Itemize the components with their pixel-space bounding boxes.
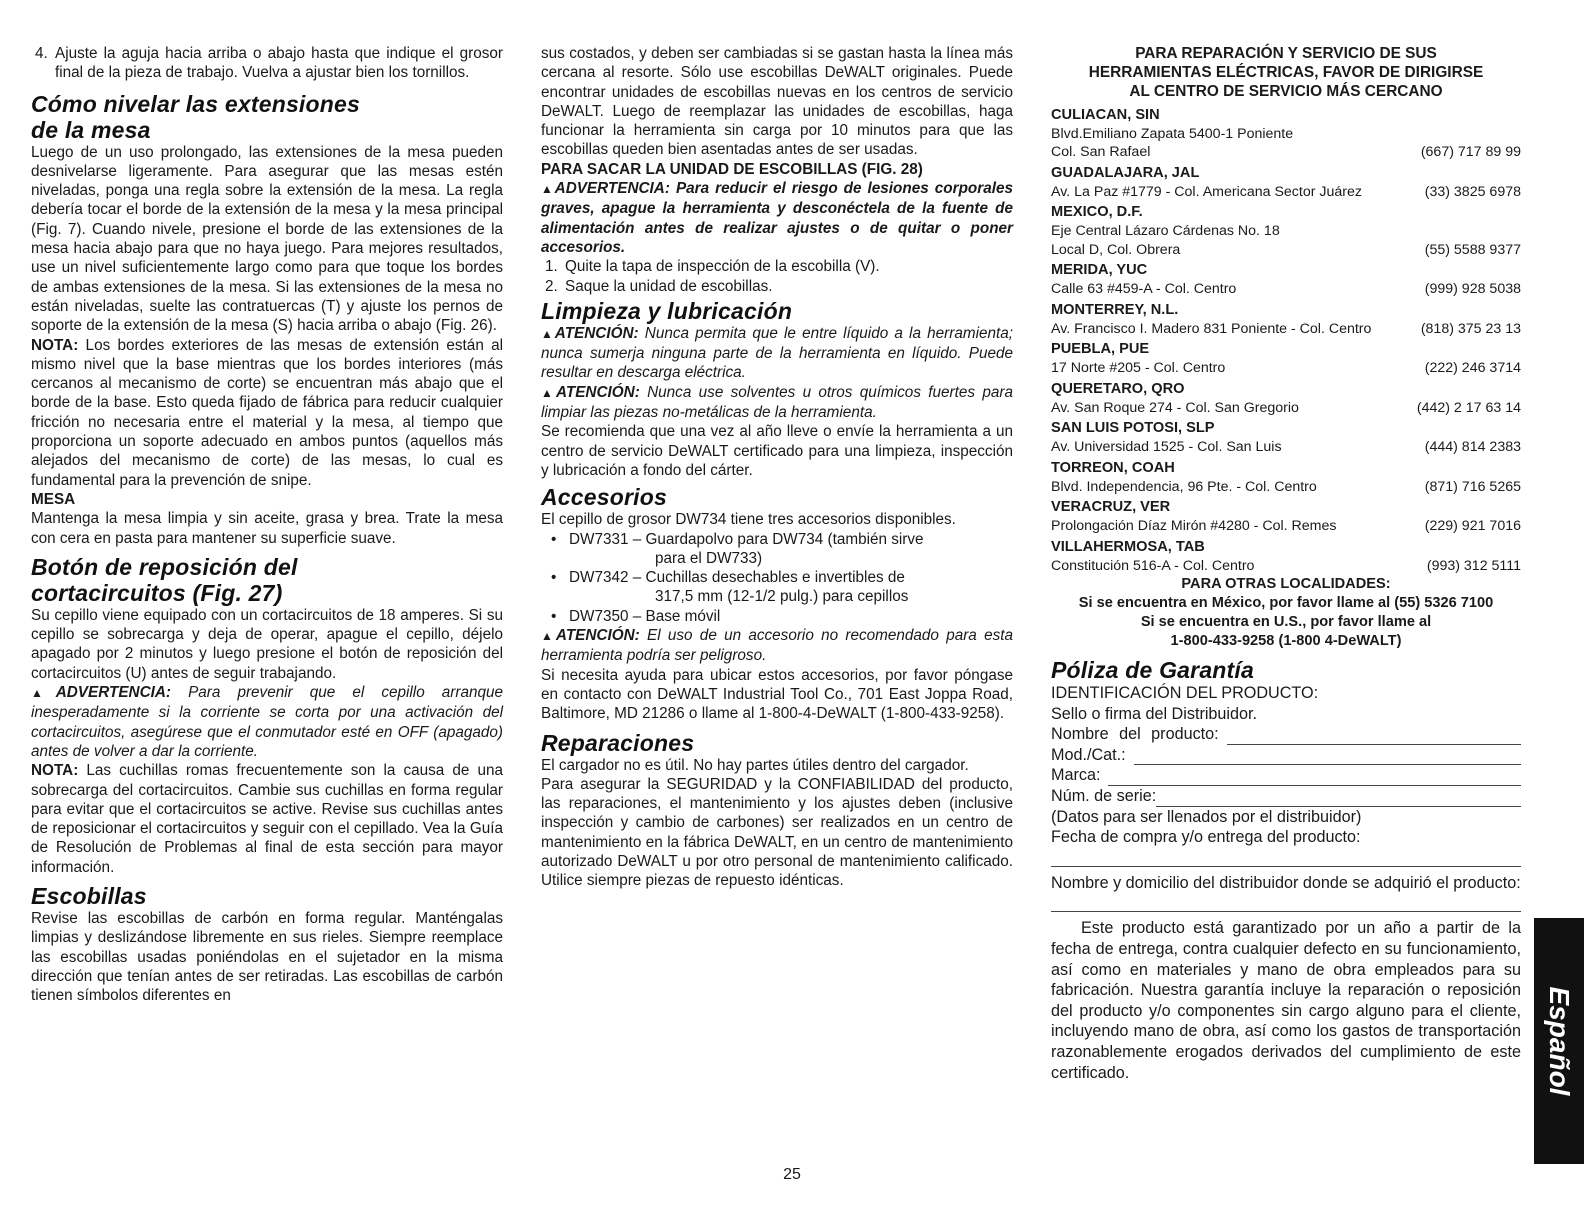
service-center-address: Blvd.Emiliano Zapata 5400-1 Poniente [1051,125,1294,142]
identificacion: IDENTIFICACIÓN DEL PRODUCTO: [1051,684,1319,703]
service-center-city: PUEBLA, PUE [1051,341,1150,358]
paragraph-boton: Su cepillo viene equipado con un cortacircuitos de 18 amperes. Si su cepillo se sobrecarga y deja de operar, apague el cepillo, déjelo apagado por 2 minutos y luego presione el botón de reposición del cortacircuitos (U) antes de seguir trabajando. [31,606,503,682]
service-center-phone: (999) 928 5038 [1424,281,1521,298]
field-marca: Marca: [1051,765,1521,786]
service-center [1051,538,1521,576]
service-center-address: 17 Norte #205 - Col. Centro (222) 246 3714 [1051,360,1521,377]
service-center-city: QUERETARO, QRO [1051,380,1185,397]
datos-note: (Datos para ser llenados por el distribuidor) [1051,807,1362,826]
heading-reparaciones: Reparaciones [541,729,695,756]
service-center-phone: (442) 2 17 63 14 [1416,399,1521,416]
service-center [1051,380,1521,418]
column-left [31,44,503,1005]
service-center [1051,261,1521,299]
service-center-city: MERIDA, YUC [1051,262,1148,279]
nota-1: NOTA: Los bordes exteriores de las mesas de extensión están al mismo nivel que la base mientras que los bordes interiores (más cercanos al mecanismo de corte) se encuentran más abajo que el borde de la base. Esto queda fijado de fábrica para reducir cualquier fricción no necesaria entre el material y la mesa, al tiempo que proporciona un soporte adecuado en ambos puntos (aquellos más alejados del mecanismo de corte) de las mesas, lo cual es fundamental para la prevención de snipe. [31,336,503,489]
service-center-phone: (222) 246 3714 [1424,360,1521,377]
paragraph-escobillas: Revise las escobillas de carbón en forma regular. Manténgalas limpias y deslizándose libremente en sus rieles. Siempre reemplace las escobillas usadas poniéndolas en el sujetador en la misma dirección que tenían antes de ser retiradas. Las escobillas de carbón tienen símbolos diferentes en [31,909,503,1005]
fecha-label: Fecha de compra y/o entrega del producto: [1051,828,1361,847]
service-center-phone: (871) 716 5265 [1424,478,1521,495]
service-center-phone: (667) 717 89 99 [1420,144,1521,161]
sello: Sello o firma del Distribuidor. [1051,704,1258,723]
service-center-city: VERACRUZ, VER [1051,499,1171,516]
warning-icon: ▲ [541,385,556,400]
service-center-address: Calle 63 #459-A - Col. Centro (999) 928 5038 [1051,281,1521,298]
column-middle [541,44,1013,891]
step-4: 4. Ajuste la aguja hacia arriba o abajo hasta que indique el grosor final de la pieza de trabajo. Vuelva a ajustar bien los tornillos. [35,45,503,82]
paragraph-escobillas-cont: sus costados, y deben ser cambiadas si se gastan hasta la línea más cercana al resorte. Sólo use escobillas DeWALT originales. Puede encontrar unidades de escobillas nuevas en los centros de servicio DeWALT. Luego de reemplazar las unidades de escobillas, haga funcionar la herramienta sin carga por 10 minutos para que las escobillas queden bien asentadas antes de ser usadas. [541,45,1013,159]
service-centers-list [1051,106,1521,576]
service-center-phone: (444) 814 2383 [1424,439,1521,456]
advertencia-1: ▲ADVERTENCIA: Para prevenir que el cepillo arranque inesperadamente si la corriente se corta por una activación del cortacircuitos, asegúrese que el conmutador esté en OFF (apagado) antes de volver a dar la corriente. [31,684,503,760]
service-center-city: TORREON, COAH [1051,459,1175,476]
garantia-text: Este producto está garantizado por un año a partir de la fecha de entrega, contra cualquier defecto en su funcionamiento, así como en materiales y mano de obra empleados para su fabricación. Nuestra garantía incluye la reparación o reposición del producto y/o componentes sin cargo alguno para el cliente, incluyendo mano de obra, así como los gastos de transportación razonablemente erogados derivados del cumplimiento de este certificado. [1051,919,1521,1082]
warranty-form [1051,683,1521,1083]
atencion-1: ▲ATENCIÓN: Nunca permita que le entre líquido a la herramienta; nunca sumerja ninguna parte de la herramienta en líquido. Puede resultar en descarga eléctrica. [541,324,1013,382]
paragraph-accesorios: El cepillo de grosor DW734 tiene tres accesorios disponibles. [541,511,956,529]
service-center-address: Av. La Paz #1779 - Col. Americana Sector Juárez (33) 3825 6978 [1051,183,1521,200]
service-center-phone: (55) 5588 9377 [1424,241,1521,258]
service-center-city: GUADALAJARA, JAL [1051,164,1200,181]
service-center-address: Local D, Col. Obrera (55) 5588 9377 [1051,241,1521,258]
list-item: • DW7342 – Cuchillas desechables e invertibles de 317,5 mm (12-1/2 pulg.) para cepillos [551,569,909,606]
service-center [1051,301,1521,339]
service-center-city: MEXICO, D.F. [1051,204,1143,221]
list-item: 1. Quite la tapa de inspección de la escobilla (V). [545,258,880,276]
domicilio-line [1051,897,1521,912]
service-center-city: CULIACAN, SIN [1051,106,1160,123]
paragraph-nivelar: Luego de un uso prolongado, las extensiones de la mesa pueden desnivelarse ligeramente. Para asegurar que las mesas estén niveladas, ponga una regla sobre la extensión de la mesa. La regla debería tocar el borde de la extensión de la mesa y la mesa principal (Fig. 7). Cuando nivele, presione el borde de las extensiones de la mesa hacia abajo para que no haya juego. Para mejores resultados, use un nivel suficientemente largo como para que toque los bordes de ambas extensiones de la mesa. Si las extensiones de la mesa no están niveladas, suelte las contratuercas (T) y ajuste los pernos de soporte de la extensión de la mesa (S) hacia arriba o abajo (Fig. 26). [31,143,503,335]
paragraph-mesa: Mantenga la mesa limpia y sin aceite, grasa y brea. Trate la mesa con cera en pasta para mantener su superficie suave. [31,510,503,547]
heading-limpieza: Limpieza y lubricación [541,297,793,324]
atencion-3: ▲ATENCIÓN: El uso de un accesorio no recomendado para esta herramienta podría ser peligroso. [541,627,1013,665]
service-center-address: Av. Francisco I. Madero 831 Poniente - Col. Centro (818) 375 23 13 [1051,320,1521,337]
service-center-phone: (229) 921 7016 [1424,518,1521,535]
otras-localidades: PARA OTRAS LOCALIDADES: Si se encuentra en México, por favor llame al (55) 5326 7100 Si se encuentra en U.S., por favor llame al 1-800-433-9258 (1-800 4-DeWALT) [1078,576,1494,650]
page-number: 25 [783,1166,801,1183]
service-center [1051,340,1521,378]
service-center-address: Prolongación Díaz Mirón #4280 - Col. Remes (229) 921 7016 [1051,518,1521,535]
step-4-text: Ajuste la aguja hacia arriba o abajo hasta que indique el grosor final de la pieza de trabajo. Vuelva a ajustar bien los tornillos. [55,45,503,82]
heading-poliza: Póliza de Garantía [1051,657,1254,684]
heading-boton: Botón de reposición del cortacircuitos (Fig. 27) [31,553,298,606]
field-mod-cat: Mod./Cat.: [1051,745,1521,766]
service-center-address: Eje Central Lázaro Cárdenas No. 18 [1051,223,1280,240]
warning-icon: ▲ [31,686,56,701]
paragraph-ayuda: Si necesita ayuda para ubicar estos accesorios, por favor póngase en contacto con DeWALT Industrial Tool Co., 701 East Joppa Road, Baltimore, MD 21286 o llame al 1-800-4-DeWALT (1-800-433-9258). [541,666,1013,723]
paragraph-limpieza: Se recomienda que una vez al año lleve o envíe la herramienta a un centro de servicio DeWALT certificado para una limpieza, inspección y lubricación a fondo del cárter. [541,423,1013,479]
service-center [1051,419,1521,457]
paragraph-rep-2: Para asegurar la SEGURIDAD y la CONFIABILIDAD del producto, las reparaciones, el mantenimiento y los ajustes deben (inclusive inspección y cambio de carbones) ser realizados en un centro de mantenimiento en la fábrica DeWALT, en un centro de mantenimiento autorizado DeWALT u por otro personal de mantenimiento calificado. Utilice siempre piezas de repuesto idénticas. [541,775,1013,890]
service-center [1051,164,1521,202]
language-tab: Español [1534,918,1584,1164]
fecha-line [1051,852,1521,867]
list-item: • DW7350 – Base móvil [551,607,721,625]
column-right [1051,44,1521,1083]
heading-nivelar: Cómo nivelar las extensiones de la mesa [31,90,361,143]
service-center-phone: (993) 312 5111 [1426,557,1521,574]
nota-2: NOTA: Las cuchillas romas frecuentemente son la causa de una sobrecarga del cortacircuitos. Cambie sus cuchillas en forma regular para evitar que el cortacircuitos se active. Revise sus cuchillas antes de reposicionar el cortacircuitos y seguir con el cepillado. Vea la Guía de Resolución de Problemas al final de esta sección para mayor información. [31,762,503,876]
advertencia-2: ▲ADVERTENCIA: Para reducir el riesgo de lesiones corporales graves, apague la herramienta y desconéctela de la fuente de alimentación antes de realizar ajustes o de quitar o poner accesorios. [541,180,1013,256]
service-center-address: Blvd. Independencia, 96 Pte. - Col. Centro (871) 716 5265 [1051,478,1521,495]
service-center-address: Constitución 516-A - Col. Centro (993) 312 5111 [1051,557,1521,574]
warning-icon: ▲ [541,629,556,644]
service-center-phone: (33) 3825 6978 [1424,183,1521,200]
service-center-address: Col. San Rafael (667) 717 89 99 [1051,144,1521,161]
warning-icon: ▲ [541,326,555,341]
service-center [1051,498,1521,536]
field-nombre-producto: Nombre del producto: [1051,724,1521,745]
steps-list [541,257,1013,296]
mesa-heading: MESA [31,490,76,508]
service-center [1051,203,1521,259]
paragraph-rep-1: El cargador no es útil. No hay partes útiles dentro del cargador. [541,756,969,774]
domicilio-label: Nombre y domicilio del distribuidor donde se adquirió el producto: [1051,873,1521,892]
service-heading: PARA REPARACIÓN Y SERVICIO DE SUS HERRAMIENTAS ELÉCTRICAS, FAVOR DE DIRIGIRSE AL CENTRO DE SERVICIO MÁS CERCANO [1088,45,1484,101]
heading-escobillas: Escobillas [31,882,147,909]
service-center-city: SAN LUIS POTOSI, SLP [1051,420,1215,437]
service-center-address: Av. San Roque 274 - Col. San Gregorio (442) 2 17 63 14 [1051,399,1521,416]
service-center-city: MONTERREY, N.L. [1051,301,1179,318]
service-center [1051,459,1521,497]
atencion-2: ▲ATENCIÓN: Nunca use solventes u otros químicos fuertes para limpiar las piezas no-metálicas de la herramienta. [541,383,1013,422]
service-center-city: VILLAHERMOSA, TAB [1051,538,1205,555]
heading-accesorios: Accesorios [541,484,668,511]
list-item: • DW7331 – Guardapolvo para DW734 (también sirve para el DW733) [551,530,924,567]
service-center [1051,106,1521,162]
list-item: 2. Saque la unidad de escobillas. [545,277,773,295]
warning-icon: ▲ [541,182,555,197]
sacar-heading: PARA SACAR LA UNIDAD DE ESCOBILLAS (FIG. 28) [541,160,923,178]
service-center-address: Av. Universidad 1525 - Col. San Luis (444) 814 2383 [1051,439,1521,456]
service-center-phone: (818) 375 23 13 [1420,320,1521,337]
field-num-serie: Núm. de serie: [1051,786,1521,807]
